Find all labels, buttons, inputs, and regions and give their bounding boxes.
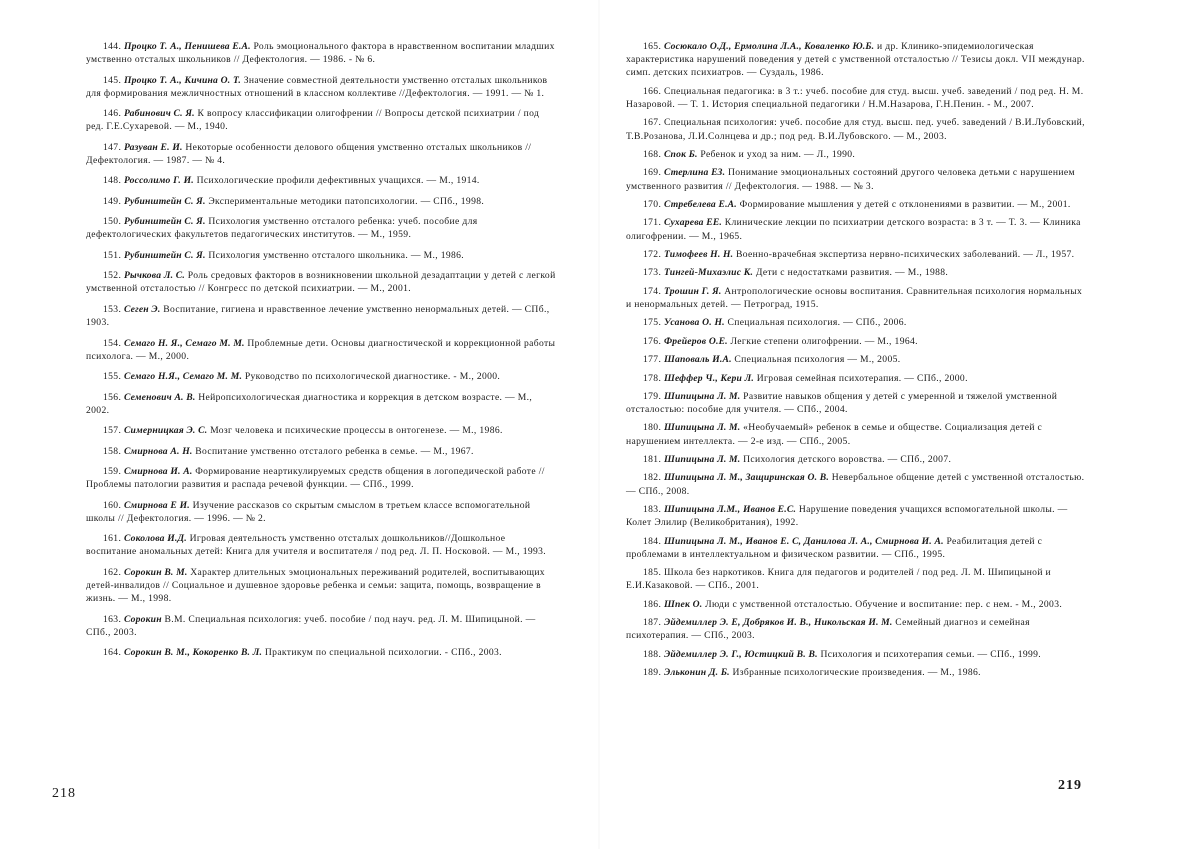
entry-text: Мозг человека и психические процессы в онтогенезе. — М., 1986. (210, 425, 503, 437)
entry-number: 180. (643, 422, 662, 434)
entry-text: Роль эмоционального фактора в нравственном воспитании младших умственно отсталых школьников // Дефектология. — 1986. - № 6. (86, 41, 555, 66)
entry-authors: Шипицына Л. М. (663, 422, 741, 434)
entry-authors: Семаго Н. Я., Семаго М. М. (123, 337, 245, 349)
bibliography-entry (626, 372, 1088, 385)
entry-text: Клинические лекции по психиатрии детского возраста: в 3 т. — Т. 3. — Клиника олигофрении. — М., 1965. (626, 217, 1081, 242)
entry-number: 167. (643, 117, 662, 129)
bibliography-entry (626, 285, 1088, 311)
entry-authors: Сорокин (123, 613, 162, 625)
entry-number: 160. (103, 499, 122, 511)
entry-authors: Разуван Е. И. (123, 141, 183, 153)
entry-number: 173. (643, 267, 662, 279)
entry-number: 151. (103, 249, 122, 261)
bibliography-entry (86, 532, 556, 558)
entry-text: Игровая семейная психотерапия. — СПб., 2000. (756, 372, 968, 384)
bibliography-entry (626, 648, 1088, 661)
bibliography-entry (626, 421, 1088, 447)
entry-text: Развитие навыков общения у детей с умеренной и тяжелой умственной отсталостью: пособие для учителя. — СПб., 2004. (626, 390, 1058, 416)
bibliography-entry (86, 269, 556, 295)
entry-number: 166. (643, 85, 662, 97)
entry-authors: Шеффер Ч., Кери Л. (663, 372, 754, 384)
entry-authors: Тимофеев Н. Н. (663, 248, 734, 260)
bibliography-entry (626, 85, 1088, 111)
entry-number: 178. (643, 372, 662, 384)
entry-text: Проблемные дети. Основы диагностической и коррекционной работы психолога. — М., 2000. (86, 337, 556, 362)
bibliography-entry (86, 499, 556, 525)
bibliography-entry (86, 337, 556, 363)
entry-authors: Рубинштейн С. Я. (123, 216, 206, 228)
entry-text: Значение совместной деятельности умственно отсталых школьников для формирования межличностных отношений в классном коллективе //Дефектология. — 1991. — № 1. (86, 74, 548, 99)
entry-text: Ребенок и уход за ним. — Л., 1990. (700, 148, 856, 160)
bibliography-entry (86, 613, 556, 639)
entry-authors: Шаповаль И.А. (663, 354, 732, 366)
left-bibliography-list (86, 40, 556, 667)
entry-number: 179. (643, 390, 662, 402)
bibliography-entry (626, 166, 1088, 192)
entry-number: 157. (103, 425, 122, 437)
bibliography-entry (86, 174, 556, 187)
bibliography-entry (86, 303, 556, 329)
entry-text: Характер длительных эмоциональных переживаний родителей, воспитывающих детей-инвалидов // Социальное и душевное здоровье ребенка и семьи: защита, помощь, возвращение в жизнь. — М., 1998. (86, 566, 545, 605)
entry-text: Невербальное общение детей с умственной отсталостью. — СПб., 2008. (626, 472, 1085, 497)
left-page-number: 218 (52, 786, 76, 801)
entry-text: Психологические профили дефективных учащихся. — М., 1914. (196, 175, 480, 187)
entry-text: Формирование мышления у детей с отклонениями в развитии. — М., 2001. (739, 198, 1071, 210)
entry-number: 189. (643, 667, 662, 679)
entry-number: 149. (103, 195, 122, 207)
entry-text: Нейропсихологическая диагностика и коррекция в детском возрасте. — М., 2002. (86, 391, 533, 416)
bibliography-entry (626, 616, 1088, 642)
entry-number: 175. (643, 317, 662, 329)
bibliography-entry (626, 266, 1088, 279)
entry-number: 183. (643, 504, 662, 516)
entry-authors: Стребелева Е.А. (663, 198, 737, 210)
bibliography-entry (86, 195, 556, 208)
entry-text: Роль средовых факторов в возникновении школьной дезадаптации у детей с легкой умственной отсталостью // Конгресс по детской психиатрии. — М., 2001. (86, 270, 556, 295)
entry-authors: Сорокин В. М., Кокоренко В. Л. (123, 647, 263, 659)
entry-text: Специальная психология. — СПб., 2006. (727, 317, 907, 329)
entry-text: Экспериментальные методики патопсихологии. — СПб., 1998. (208, 195, 485, 207)
entry-text: Легкие степени олигофрении. — М., 1964. (730, 335, 918, 347)
bibliography-entry (626, 335, 1088, 348)
entry-text: Психология детского воровства. — СПб., 2007. (743, 454, 952, 466)
bibliography-entry (626, 453, 1088, 466)
entry-number: 158. (103, 445, 122, 457)
right-bibliography-list (626, 40, 1088, 685)
entry-number: 169. (643, 167, 662, 179)
entry-text: Антропологические основы воспитания. Сравнительная психология нормальных и ненормальных детей. — Петроград, 1915. (626, 285, 1083, 310)
entry-number: 182. (643, 472, 662, 484)
entry-authors: Сеген Э. (123, 303, 161, 315)
entry-number: 153. (103, 303, 122, 315)
entry-text: Специальная педагогика: в 3 т.: учеб. пособие для студ. высш. учеб. заведений / под ред. Н. М. Назаровой. — Т. 1. История специальной педагогики / Н.М.Назарова, Г.Н.Пенин. - М., 2007. (626, 85, 1084, 110)
entry-authors: Фрейеров О.Е. (663, 335, 728, 347)
entry-number: 172. (643, 248, 662, 260)
entry-authors: Рычкова Л. С. (123, 270, 185, 282)
entry-authors: Шпек О. (663, 598, 703, 610)
entry-number: 162. (103, 566, 122, 578)
bibliography-entry (626, 353, 1088, 366)
entry-text: Воспитание умственно отсталого ребенка в семье. — М., 1967. (195, 445, 474, 457)
entry-text: Некоторые особенности делового общения умственно отсталых школьников // Дефектология. — 1987. — № 4. (86, 141, 532, 166)
entry-text: Понимание эмоциональных состояний другого человека детьми с нарушением умственного развития // Дефектология. — 1988. — № 3. (626, 167, 1075, 192)
entry-text: Руководство по психологической диагностике. - М., 2000. (244, 371, 501, 383)
entry-text: Избранные психологические произведения. — М., 1986. (732, 667, 981, 679)
entry-number: 184. (643, 535, 662, 547)
entry-number: 159. (103, 466, 122, 478)
bibliography-entry (86, 370, 556, 383)
bibliography-entry (626, 40, 1088, 80)
entry-number: 147. (103, 141, 122, 153)
entry-text: Дети с недостатками развития. — М., 1988. (755, 267, 949, 279)
entry-number: 174. (643, 285, 662, 297)
entry-number: 145. (103, 74, 122, 86)
entry-text: Люди с умственной отсталостью. Обучение и воспитание: пер. с нем. - М., 2003. (705, 598, 1063, 610)
entry-number: 164. (103, 647, 122, 659)
bibliography-entry (86, 40, 556, 66)
entry-text: Практикум по специальной психологии. - СПб., 2003. (264, 647, 502, 659)
entry-authors: Трошин Г. Я. (663, 285, 722, 297)
bibliography-entry (86, 465, 556, 491)
entry-authors: Смирнова А. Н. (123, 445, 193, 457)
entry-authors: Стерлина ЕЗ. (663, 167, 726, 179)
entry-number: 188. (643, 648, 662, 660)
entry-text: Реабилитация детей с проблемами в интеллектуальном и физическом развитии. — СПб., 1995. (626, 535, 1043, 560)
entry-number: 165. (643, 41, 662, 52)
entry-authors: Эйдемиллер Э. Е, Добряков И. В., Никольская И. М. (663, 617, 893, 629)
bibliography-entry (86, 215, 556, 241)
entry-number: 168. (643, 148, 662, 160)
entry-text: Специальная психология: учеб. пособие для студ. высш. пед. учеб. заведений / В.И.Лубовский, Т.В.Розанова, Л.И.Солнцева и др.; под ред. В.И.Лубовского. — М., 2003. (626, 117, 1085, 142)
entry-text: Психология умственно отсталого школьника. — М., 1986. (208, 249, 465, 261)
right-page (600, 0, 1200, 849)
bibliography-entry (626, 116, 1088, 142)
bibliography-entry (86, 424, 556, 437)
bibliography-entry (626, 566, 1088, 592)
entry-number: 161. (103, 533, 122, 545)
bibliography-entry (626, 471, 1088, 497)
entry-number: 177. (643, 354, 662, 366)
entry-text: К вопросу классификации олигофрении // Вопросы детской психиатрии / под ред. Г.Е.Сухаревой. — М., 1940. (86, 108, 540, 133)
bibliography-entry (86, 566, 556, 605)
entry-text: Игровая деятельность умственно отсталых дошкольников//Дошкольное воспитание аномальных детей: Книга для учителя и воспитателя / под ред. Л. П. Носковой. — М., 1993. (86, 533, 547, 558)
entry-text: Изучение рассказов со скрытым смыслом в третьем классе вспомогательной школы // Дефектология. — 1996. — № 2. (86, 499, 531, 524)
bibliography-entry (626, 503, 1088, 529)
entry-number: 154. (103, 337, 122, 349)
entry-number: 152. (103, 270, 122, 282)
entry-authors: Шипицына Л. М., Иванов Е. С, Данилова Л. А., Смирнова И. А. (663, 535, 944, 547)
bibliography-entry (86, 646, 556, 659)
entry-authors: Симерницкая Э. С. (123, 425, 208, 437)
right-page-number: 219 (1058, 778, 1082, 793)
bibliography-entry (626, 390, 1088, 416)
entry-authors: Смирнова И. А. (123, 466, 193, 478)
bibliography-entry (626, 535, 1088, 561)
entry-number: 176. (643, 335, 662, 347)
entry-number: 181. (643, 454, 662, 466)
entry-number: 186. (643, 598, 662, 610)
entry-number: 144. (103, 41, 122, 52)
entry-authors: Семаго Н.Я., Семаго М. М. (123, 371, 243, 383)
entry-authors: Шипицына Л.М., Иванов Е.С. (663, 504, 797, 516)
bibliography-entry (86, 74, 556, 100)
entry-authors: Процко Т. А., Пенишева Е.А. (123, 41, 251, 52)
entry-text: Психология и психотерапия семьи. — СПб., 1999. (820, 648, 1042, 660)
entry-authors: Рубинштейн С. Я. (123, 249, 206, 261)
entry-text: «Необучаемый» ребенок в семье и обществе. Социализация детей с нарушением интеллекта. — 2-е изд. — СПб., 2005. (626, 422, 1043, 447)
bibliography-entry (626, 598, 1088, 611)
bibliography-entry (626, 248, 1088, 261)
entry-number: 171. (643, 217, 662, 229)
entry-authors: Сорокин В. М. (123, 566, 188, 578)
bibliography-entry (86, 107, 556, 133)
entry-text: В.М. Специальная психология: учеб. пособие / под науч. ред. Л. М. Шипицыной. — СПб., 2003. (86, 613, 536, 638)
entry-number: 150. (103, 216, 122, 228)
entry-text: Воспитание, гигиена и нравственное лечение умственно ненормальных детей. — СПб., 1903. (86, 303, 550, 329)
bibliography-entry (626, 198, 1088, 211)
entry-authors: Сосюкало О.Д., Ермолина Л.А., Коваленко Ю.Б. (663, 41, 875, 52)
entry-text: Семейный диагноз и семейная психотерапия. — СПб., 2003. (626, 617, 1030, 642)
entry-number: 187. (643, 617, 662, 629)
entry-text: Формирование неартикулируемых средств общения в логопедической работе // Проблемы патологии развития и распада речевой функции. — СПб., 1999. (86, 466, 545, 491)
bibliography-entry (626, 666, 1088, 679)
entry-authors: Рубинштейн С. Я. (123, 195, 206, 207)
entry-authors: Шипицына Л. М. (663, 390, 741, 402)
entry-text: Нарушение поведения учащихся вспомогательной школы. — Колет Элилир (Великобритания), 1992. (626, 504, 1068, 529)
entry-authors: Сухарева ЕЕ. (663, 217, 723, 229)
entry-text: Школа без наркотиков. Книга для педагогов и родителей / под ред. Л. М. Шипицыной и Е.И.Казаковой. — СПб., 2001. (626, 567, 1052, 592)
entry-number: 155. (103, 371, 122, 383)
bibliography-entry (626, 216, 1088, 242)
entry-authors: Спок Б. (663, 148, 698, 160)
entry-number: 156. (103, 391, 122, 403)
entry-authors: Тингей-Михаэлис К. (663, 267, 754, 279)
entry-authors: Усанова О. Н. (663, 317, 725, 329)
entry-authors: Соколова И.Д. (123, 533, 187, 545)
entry-number: 185. (643, 567, 662, 579)
entry-authors: Процко Т. А., Кичина О. Т. (123, 74, 241, 86)
bibliography-entry (86, 391, 556, 417)
entry-text: и др. Клинико-эпидемиологическая характеристика нарушений поведения у детей с умственной отсталостью // Тезисы докл. VII междунар. симп. детских психиатров. — Суздаль, 1986. (626, 41, 1085, 79)
entry-text: Военно-врачебная экспертиза нервно-психических заболеваний. — Л., 1957. (736, 248, 1075, 260)
entry-number: 146. (103, 108, 122, 120)
entry-authors: Рабинович С. Я. (123, 108, 195, 120)
bibliography-entry (626, 316, 1088, 329)
entry-number: 170. (643, 198, 662, 210)
entry-authors: Эйдемиллер Э. Г., Юстицкий В. В. (663, 648, 818, 660)
bibliography-entry (86, 445, 556, 458)
bibliography-entry (626, 148, 1088, 161)
bibliography-entry (86, 141, 556, 167)
entry-authors: Шипицына Л. М. (663, 454, 741, 466)
entry-authors: Эльконин Д. Б. (663, 667, 730, 679)
entry-text: Психология умственно отсталого ребенка: учеб. пособие для дефектологических факультетов педагогических институтов. — М., 1959. (86, 216, 478, 241)
bibliography-entry (86, 249, 556, 262)
entry-number: 163. (103, 613, 122, 625)
entry-number: 148. (103, 175, 122, 187)
entry-authors: Россолимо Г. И. (123, 175, 194, 187)
entry-text: Специальная психология — М., 2005. (734, 354, 901, 366)
entry-authors: Шипицына Л. М., Защиринская О. В. (663, 472, 829, 484)
entry-authors: Смирнова Е И. (123, 499, 190, 511)
entry-authors: Семенович А. В. (123, 391, 196, 403)
